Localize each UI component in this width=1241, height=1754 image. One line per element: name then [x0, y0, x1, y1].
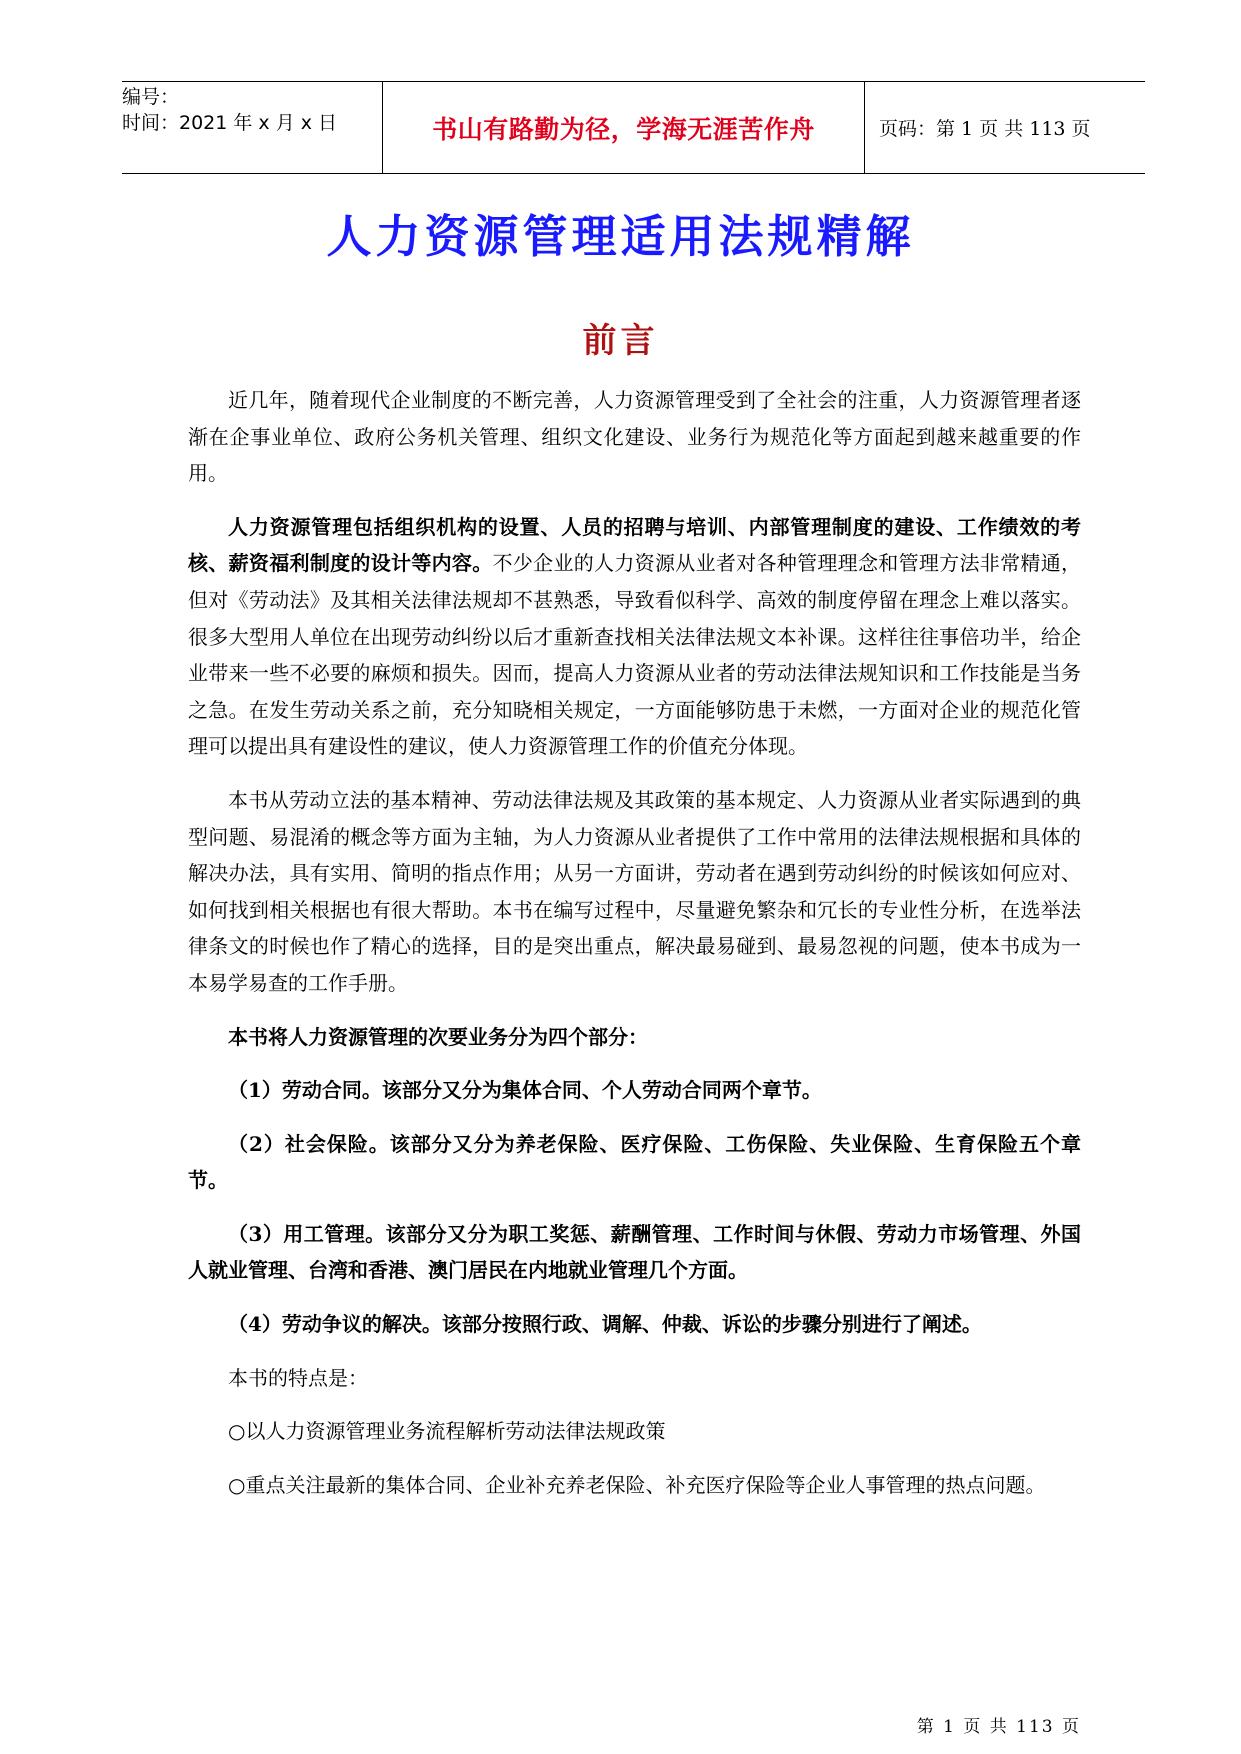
paragraph: 本书将人力资源管理的次要业务分为四个部分： — [228, 1024, 648, 1049]
list-item: （3）用工管理。该部分又分为职工奖惩、薪酬管理、工作时间与休假、劳动力市场管理、外国人就业管理、台湾和香港、澳门居民在内地就业管理几个方面。 — [188, 1221, 1081, 1283]
paragraph-bold-lead: 人力资源管理包括组织机构的设置、人员的招聘与培训、内部管理制度的建设、工作绩效的考核、薪资福利制度的设计等内容。 — [188, 514, 1081, 576]
section-heading: 前言 — [582, 321, 659, 361]
page-info: 页码：第 1 页 共 113 页 — [879, 118, 1091, 140]
body-content — [188, 382, 1081, 1520]
paragraph-text: 不少企业的人力资源从业者对各种管理理念和管理方法非常精通，但对《劳动法》及其相关法律法规却不甚熟悉，导致看似科学、高效的制度停留在理念上难以落实。很多大型用人单位在出现劳动纠纷以后才重新查找相关法律法规文本补课。这样往往事倍功半，给企业带来一些不必要的麻烦和损失。因而，提高人力资源从业者的劳动法律法规知识和工作技能是当务之急。在发生劳动关系之前，充分知晓相关规定，一方面能够防患于未燃，一方面对企业的规范化管理可以提出具有建设性的建议，使人力资源管理工作的价值充分体现。 — [188, 551, 1082, 759]
header-table — [122, 81, 1145, 174]
list-item: （1）劳动合同。该部分又分为集体合同、个人劳动合同两个章节。 — [228, 1078, 822, 1103]
paragraph: 近几年，随着现代企业制度的不断完善，人力资源管理受到了全社会的注重，人力资源管理者逐渐在企事业单位、政府公务机关管理、组织文化建设、业务行为规范化等方面起到越来越重要的作用。 — [188, 388, 1081, 486]
header-meta — [122, 82, 382, 173]
list-item: （4）劳动争议的解决。该部分按照行政、调解、仲裁、诉讼的步骤分别进行了阐述。 — [228, 1312, 982, 1337]
list-item: （2）社会保险。该部分又分为养老保险、医疗保险、工伤保险、失业保险、生育保险五个章节。 — [188, 1131, 1081, 1193]
paragraph: 本书从劳动立法的基本精神、劳动法律法规及其政策的基本规定、人力资源从业者实际遇到的典型问题、易混淆的概念等方面为主轴，为人力资源从业者提供了工作中常用的法律法规根据和具体的解决办法，具有实用、简明的指点作用；从另一方面讲，劳动者在遇到劳动纠纷的时候该如何应对、如何找到相关根据也有很大帮助。本书在编写过程中，尽量避免繁杂和冗长的专业性分析，在选举法律条文的时候也作了精心的选择，目的是突出重点，解决最易碰到、最易忽视的问题，使本书成为一本易学易查的工作手册。 — [188, 787, 1081, 995]
document-title: 人力资源管理适用法规精解 — [326, 210, 915, 263]
bullet-item: ○重点关注最新的集体合同、企业补充养老保险、补充医疗保险等企业人事管理的热点问题。 — [228, 1472, 1046, 1497]
number-label: 编号： — [122, 86, 180, 108]
page-footer: 第 1 页 共 113 页 — [916, 1717, 1081, 1737]
paragraph — [188, 509, 1081, 765]
paragraph: 本书的特点是： — [228, 1365, 368, 1390]
motto: 书山有路勤为径，学海无涯苦作舟 — [382, 82, 865, 173]
bullet-item: ○以人力资源管理业务流程解析劳动法律法规政策 — [228, 1419, 666, 1444]
time-label: 时间：2021 年 x 月 x 日 — [122, 112, 338, 134]
